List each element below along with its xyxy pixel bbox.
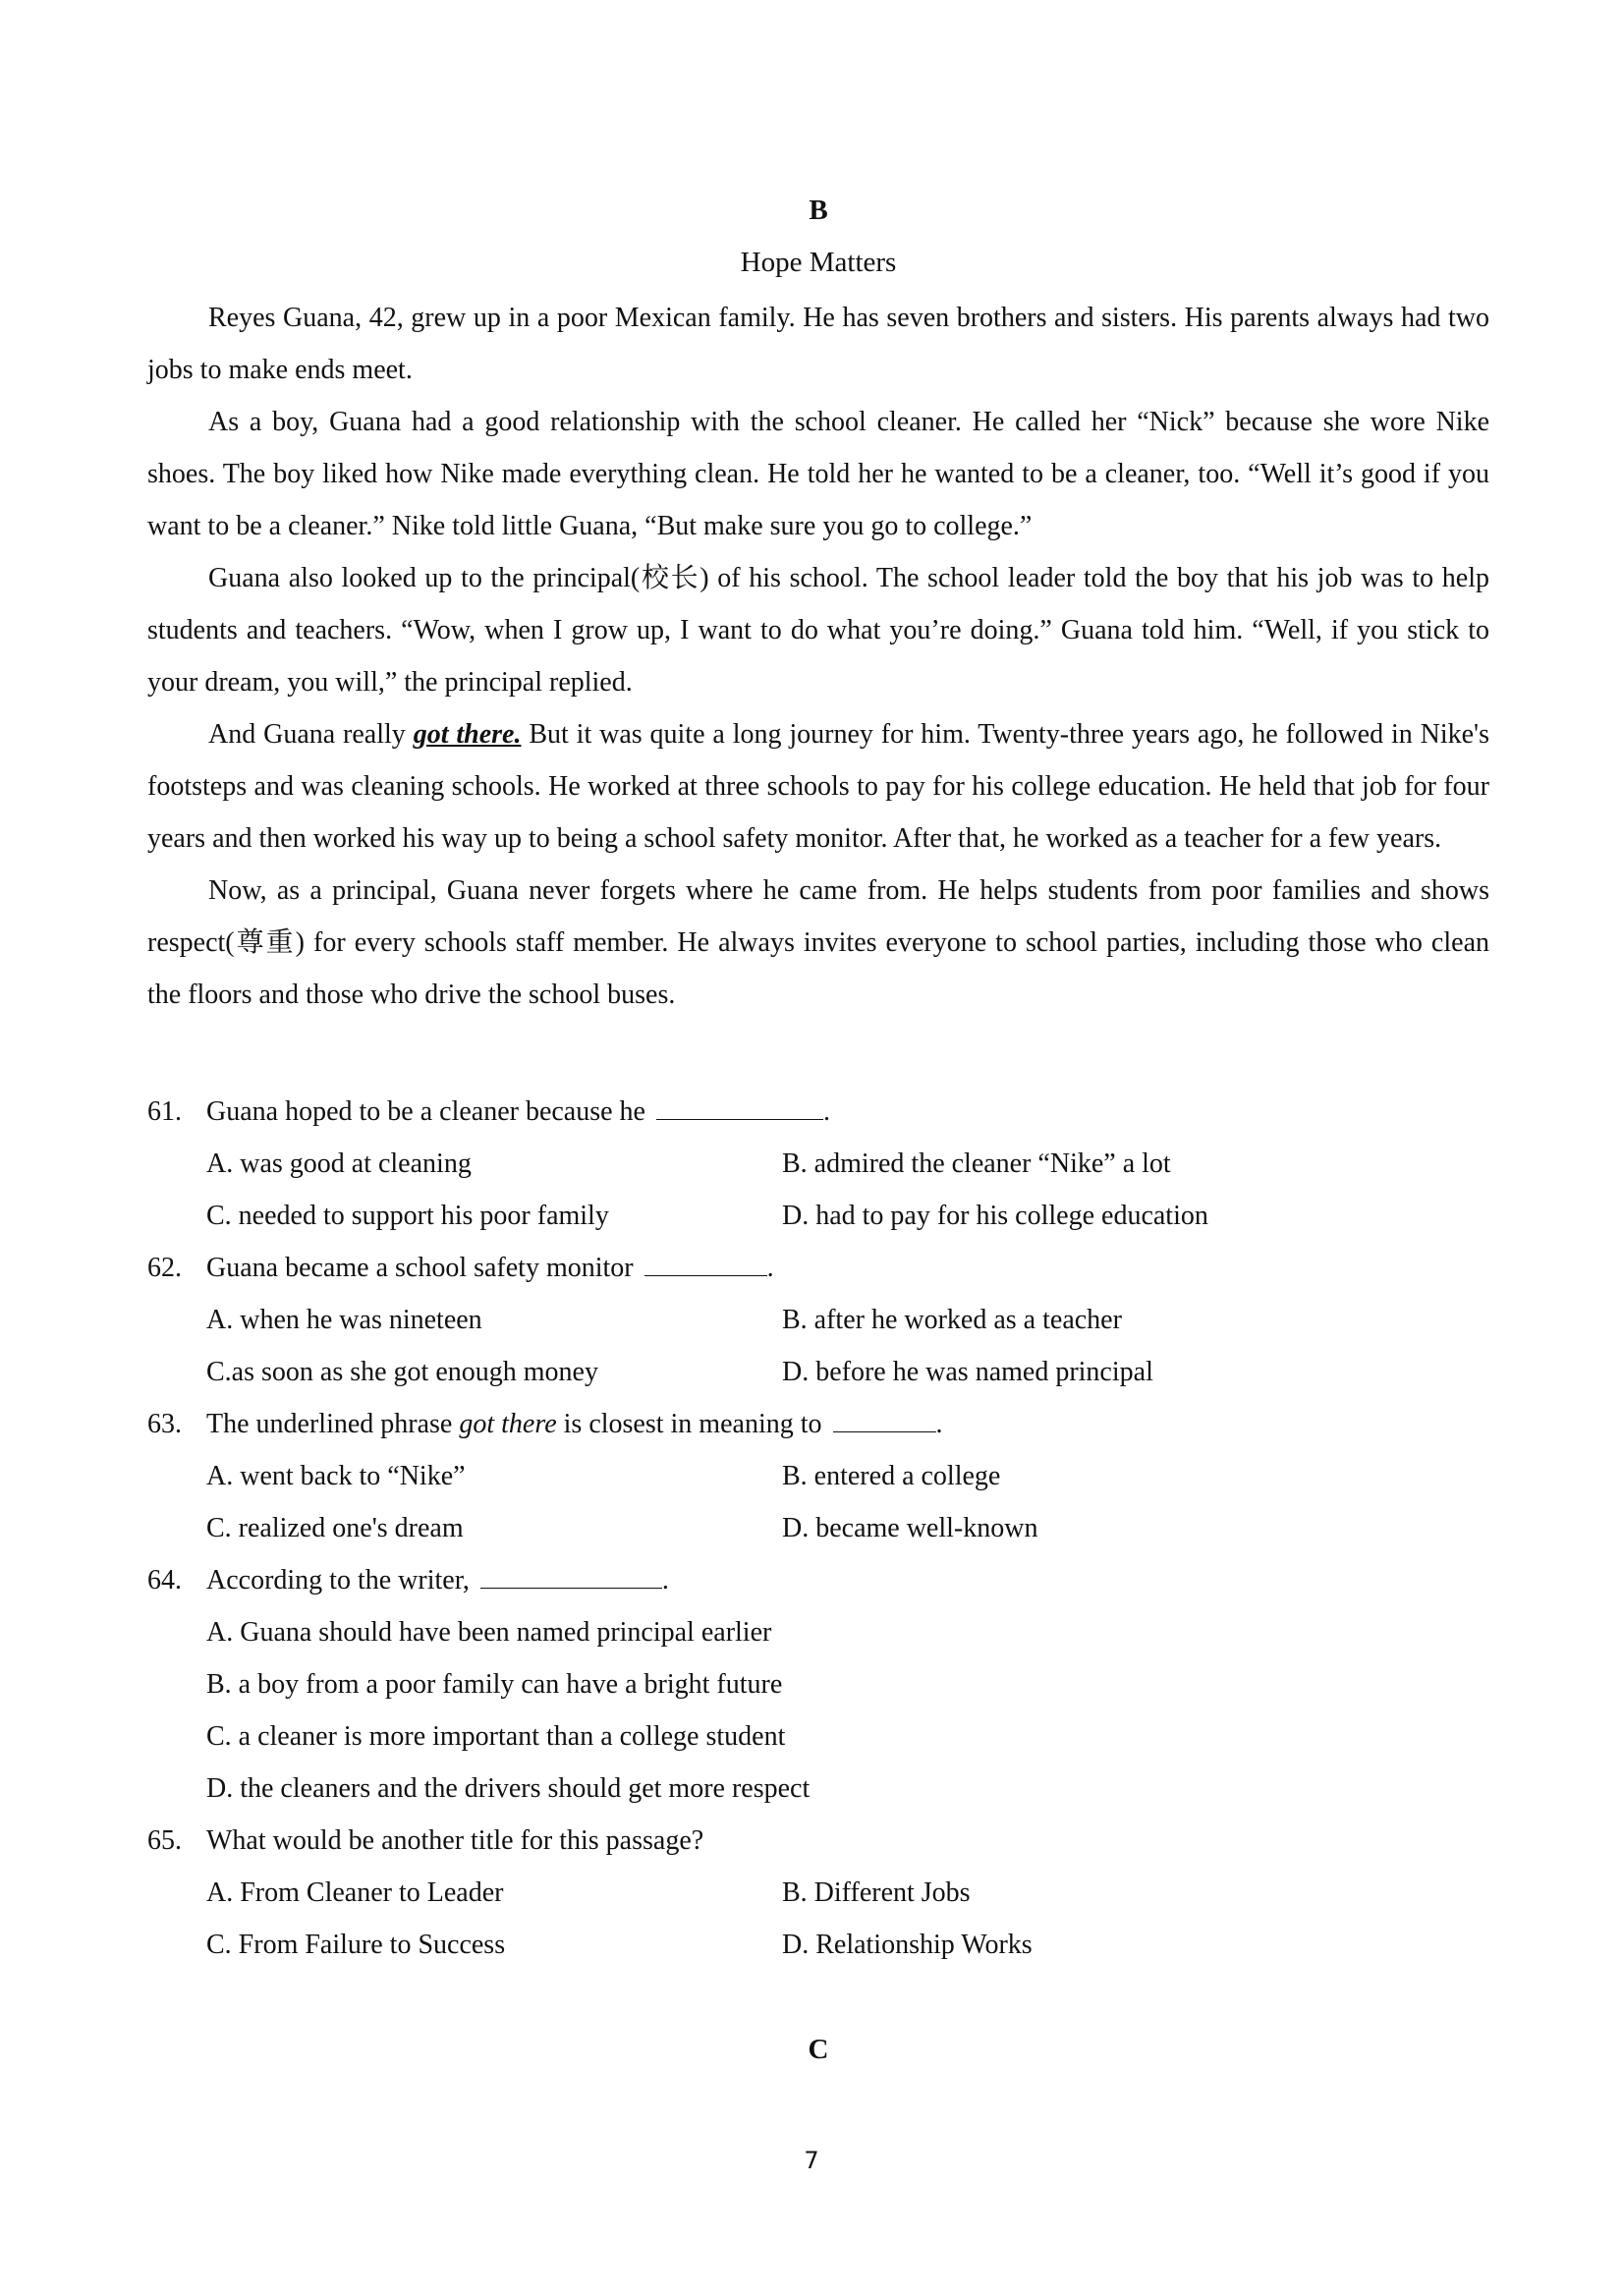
question-number: 64. [147,1565,182,1596]
option-63-b: B. entered a college [782,1461,1001,1491]
question-62 [147,1242,1489,1294]
option-63-d: D. became well-known [782,1513,1038,1543]
stem-text: Guana hoped to be a cleaner because he [206,1096,645,1127]
stem-italic-phrase: got there [459,1409,557,1439]
option-61-a: A. was good at cleaning [206,1148,472,1179]
answer-blank [656,1090,823,1120]
question-61 [147,1086,1489,1138]
option-63-c: C. realized one's dream [206,1513,464,1543]
question-64 [147,1554,1489,1606]
stem-end: . [823,1096,830,1127]
passage-title: Hope Matters [740,247,897,278]
stem-text-rest: is closest in meaning to [556,1409,822,1439]
stem-end: . [766,1253,774,1283]
option-65-a: A. From Cleaner to Leader [206,1877,504,1908]
option-65-d: D. Relationship Works [782,1930,1033,1960]
question-65 [147,1815,1489,1867]
question-number: 63. [147,1409,182,1439]
stem-text: According to the writer, [206,1565,470,1596]
option-62-d: D. before he was named principal [782,1357,1153,1387]
answer-blank [644,1246,767,1276]
question-number: 62. [147,1253,182,1283]
option-64-d: D. the cleaners and the drivers should get more respect [206,1773,811,1804]
question-stem: What would be another title for this passage? [206,1825,704,1856]
paragraph-4 [147,708,1489,865]
paragraph-5: Now, as a principal, Guana never forgets where he came from. He helps students from poor families and shows respect(尊重) for every schools staff member. He always invites everyone to school parties, including those who clean the floors and those who drive the school buses. [147,875,1489,1010]
option-62-b: B. after he worked as a teacher [782,1305,1122,1335]
page-number: 7 [804,2147,819,2174]
question-63 [147,1398,1489,1450]
paragraph-4-rest: But it was quite a long journey for him. Twenty-three years ago, he followed in Nike's footsteps and was cleaning schools. He worked at three schools to pay for his college education. He held that job for four years and then worked his way up to being a school safety monitor. After that, he worked as a teacher for a few years. [147,719,1489,854]
question-number: 65. [147,1825,182,1856]
paragraph-4-start: And Guana really [208,719,414,750]
option-64-c: C. a cleaner is more important than a college student [206,1721,786,1752]
option-61-c: C. needed to support his poor family [206,1201,609,1231]
paragraph-3: Guana also looked up to the principal(校长) of his school. The school leader told the boy that his job was to help students and teachers. “Wow, when I grow up, I want to do what you’re doing.” Guana told him. “Well, if you stick to your dream, you will,” the principal replied. [147,563,1489,698]
answer-blank [480,1558,662,1589]
option-62-c: C.as soon as she got enough money [206,1357,598,1387]
option-62-a: A. when he was nineteen [206,1305,482,1335]
stem-end: . [935,1409,943,1439]
question-stem [206,1398,943,1450]
underlined-phrase: got there. [413,719,522,750]
question-number: 61. [147,1096,182,1127]
option-63-a: A. went back to “Nike” [206,1461,466,1491]
section-c-heading: C [808,2034,829,2065]
answer-blank [833,1402,936,1432]
paragraph-2: As a boy, Guana had a good relationship with the school cleaner. He called her “Nick” because she wore Nike shoes. The boy liked how Nike made everything clean. He told her he wanted to be a cleaner, too. “Well it’s good if you want to be a cleaner.” Nike told little Guana, “But make sure you go to college.” [147,407,1489,541]
option-65-b: B. Different Jobs [782,1877,971,1908]
option-65-c: C. From Failure to Success [206,1930,506,1960]
option-64-a: A. Guana should have been named principal earlier [206,1617,772,1648]
stem-end: . [661,1565,669,1596]
question-stem [206,1242,774,1294]
paragraph-1: Reyes Guana, 42, grew up in a poor Mexican family. He has seven brothers and sisters. His parents always had two jobs to make ends meet. [147,303,1489,385]
question-stem [206,1554,669,1606]
option-64-b: B. a boy from a poor family can have a bright future [206,1669,783,1700]
question-stem [206,1086,830,1138]
stem-text: The underlined phrase [206,1409,460,1439]
option-61-d: D. had to pay for his college education [782,1201,1208,1231]
passage [147,292,1489,1021]
option-61-b: B. admired the cleaner “Nike” a lot [782,1148,1171,1179]
section-b-heading: B [809,195,828,226]
stem-text: Guana became a school safety monitor [206,1253,634,1283]
